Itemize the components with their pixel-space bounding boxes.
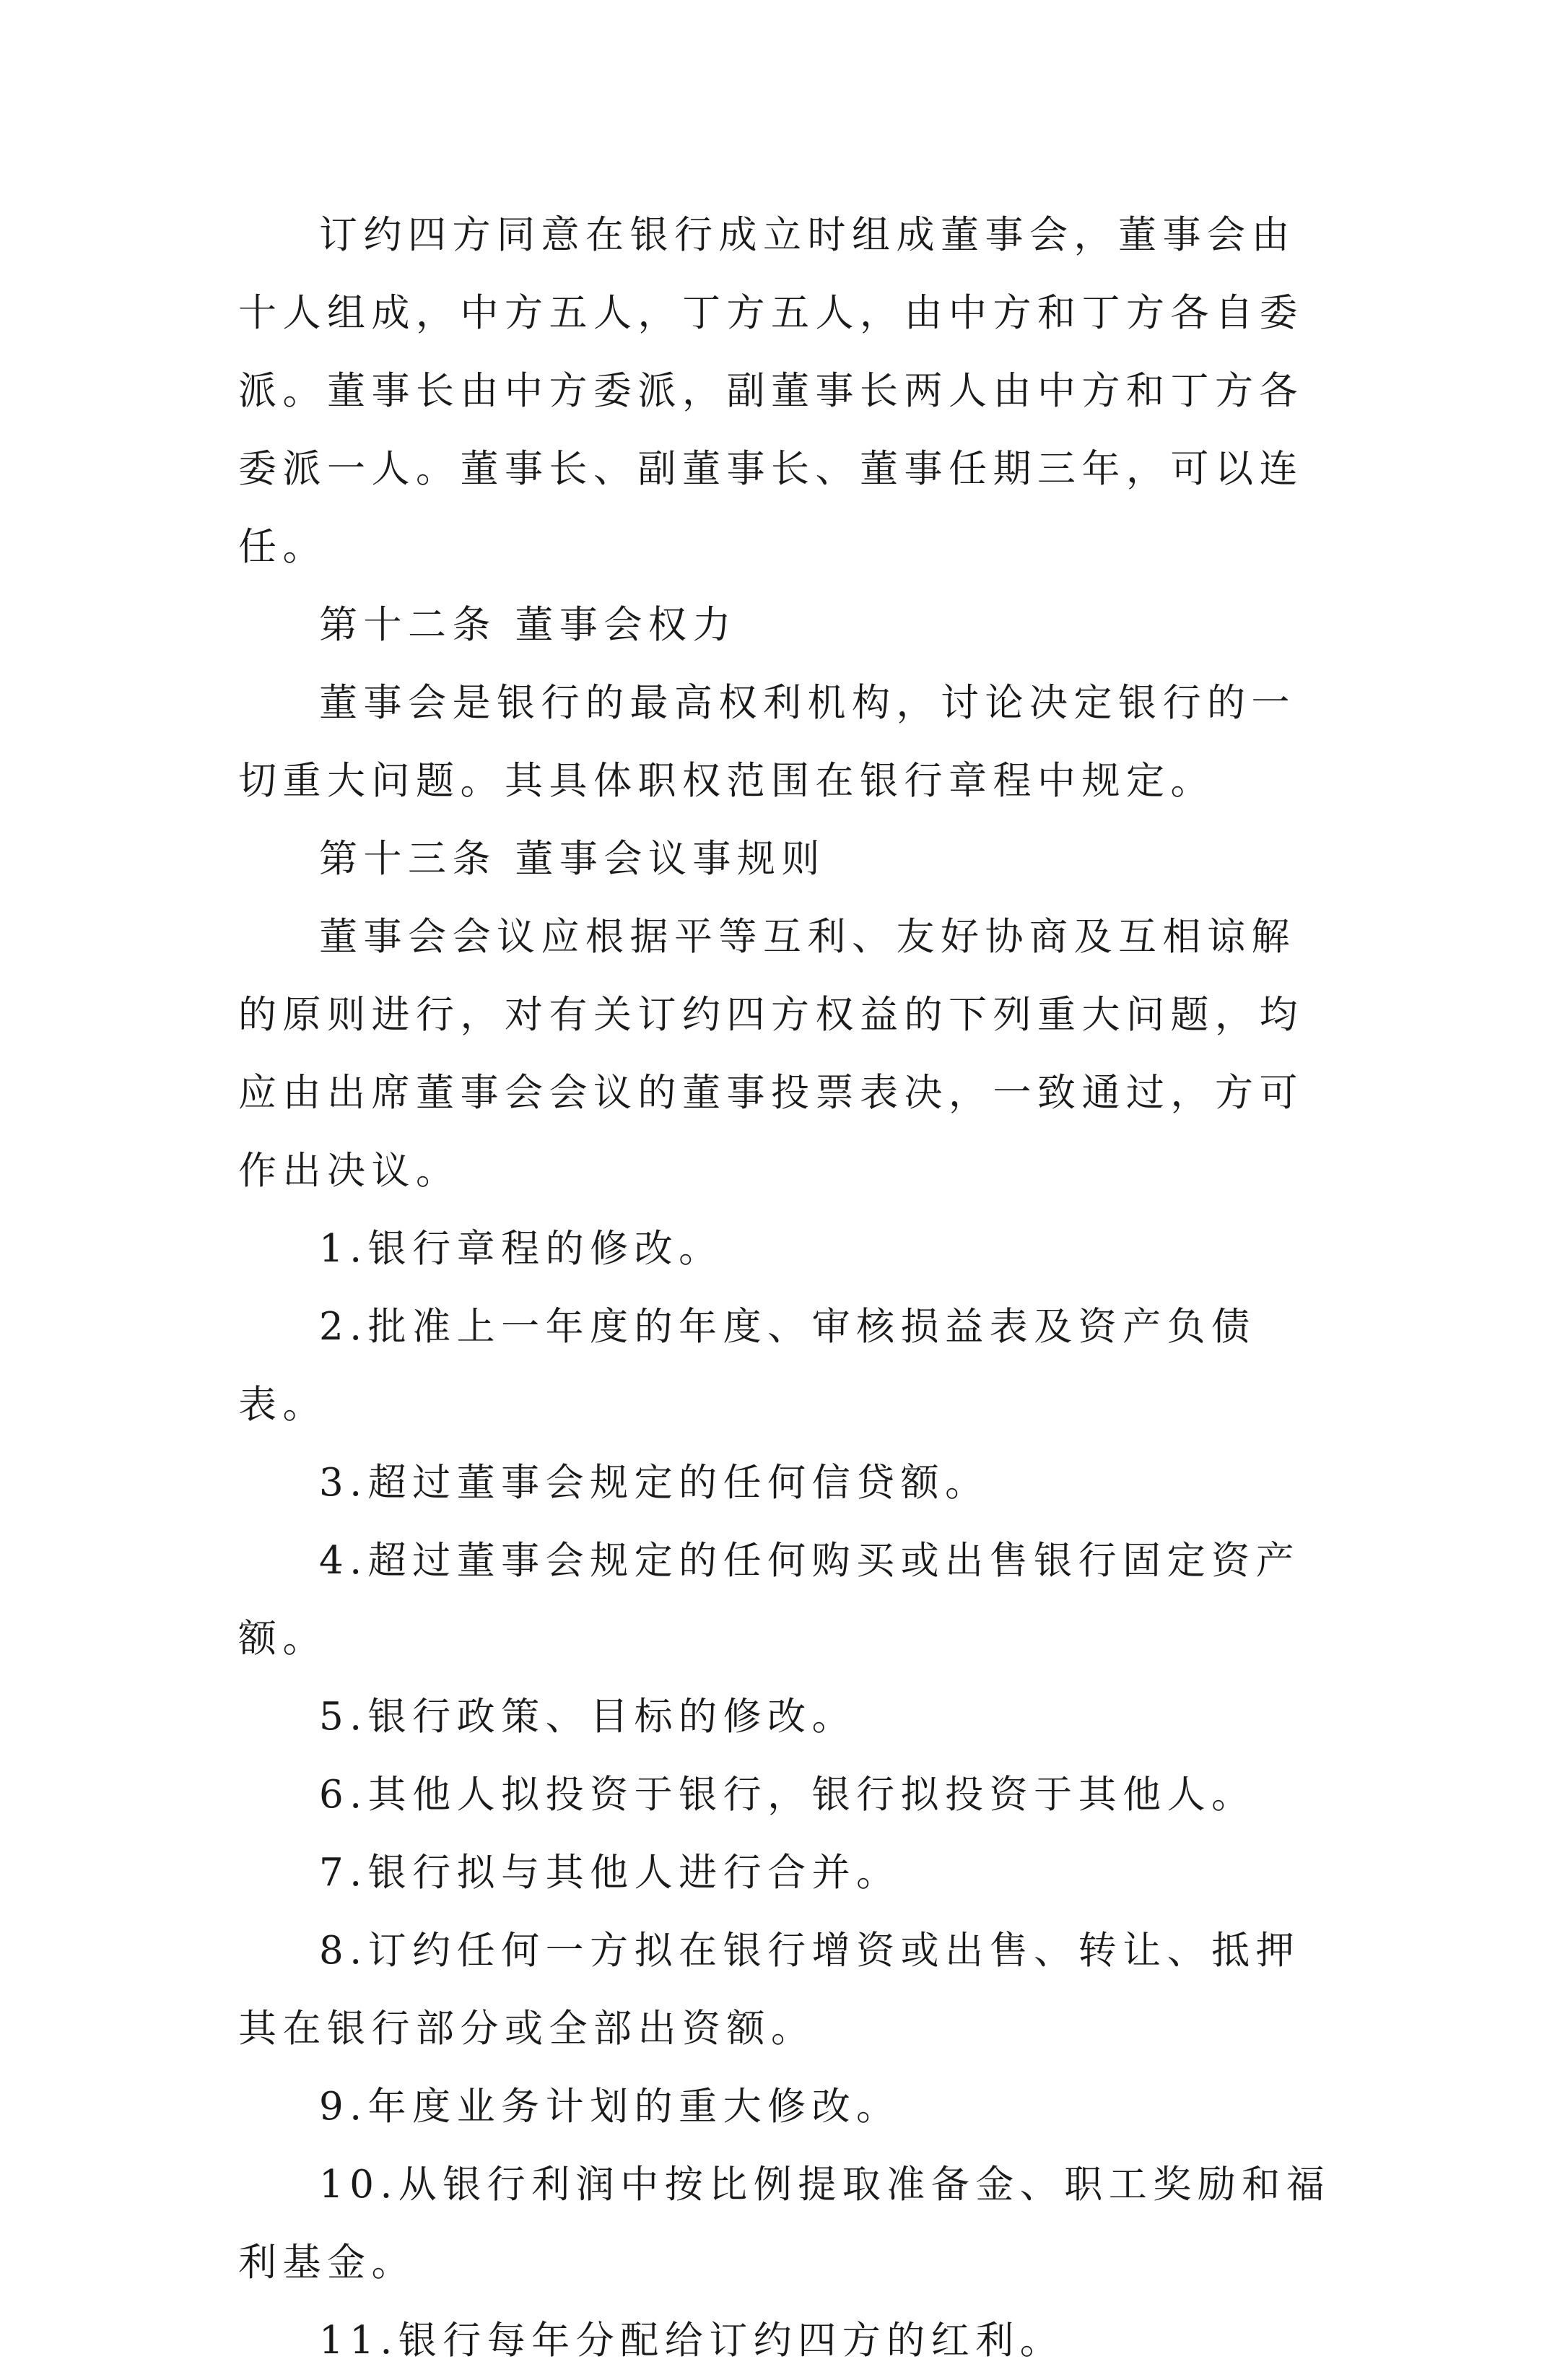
list-item-8: 8.订约任何一方拟在银行增资或出售、转让、抵押其在银行部分或全部出资额。 (238, 1929, 1301, 2051)
list-item-1: 1.银行章程的修改。 (319, 1227, 723, 1271)
paragraph-board-authority: 董事会是银行的最高权利机构，讨论决定银行的一切重大问题。其具体职权范围在银行章程中规定。 (238, 681, 1296, 803)
paragraph-board-rules: 董事会会议应根据平等互利、友好协商及互相谅解的原则进行，对有关订约四方权益的下列重大问题，均应由出席董事会会议的董事投票表决，一致通过，方可作出决议。 (238, 915, 1304, 1193)
list-item-6: 6.其他人拟投资于银行，银行拟投资于其他人。 (319, 1773, 1256, 1817)
list-item-4: 4.超过董事会规定的任何购买或出售银行固定资产额。 (238, 1539, 1301, 1661)
list-item-11: 11.银行每年分配给订约四方的红利。 (319, 2319, 1065, 2363)
heading-article-12: 第十二条 董事会权力 (319, 603, 737, 647)
list-item-7: 7.银行拟与其他人进行合并。 (319, 1851, 901, 1895)
list-item-5: 5.银行政策、目标的修改。 (319, 1695, 857, 1739)
list-item-9: 9.年度业务计划的重大修改。 (319, 2085, 901, 2129)
document-body (238, 196, 1335, 2380)
heading-article-13: 第十三条 董事会议事规则 (319, 837, 826, 881)
list-item-10: 10.从银行利润中按比例提取准备金、职工奖励和福利基金。 (238, 2163, 1331, 2285)
list-item-3: 3.超过董事会规定的任何信贷额。 (319, 1461, 990, 1505)
list-item-2: 2.批准上一年度的年度、审核损益表及资产负债表。 (238, 1305, 1256, 1427)
paragraph-board-composition: 订约四方同意在银行成立时组成董事会，董事会由十人组成，中方五人，丁方五人，由中方和丁方各自委派。董事长由中方委派，副董事长两人由中方和丁方各委派一人。董事长、副董事长、董事任期三年，可以连任。 (238, 213, 1304, 569)
